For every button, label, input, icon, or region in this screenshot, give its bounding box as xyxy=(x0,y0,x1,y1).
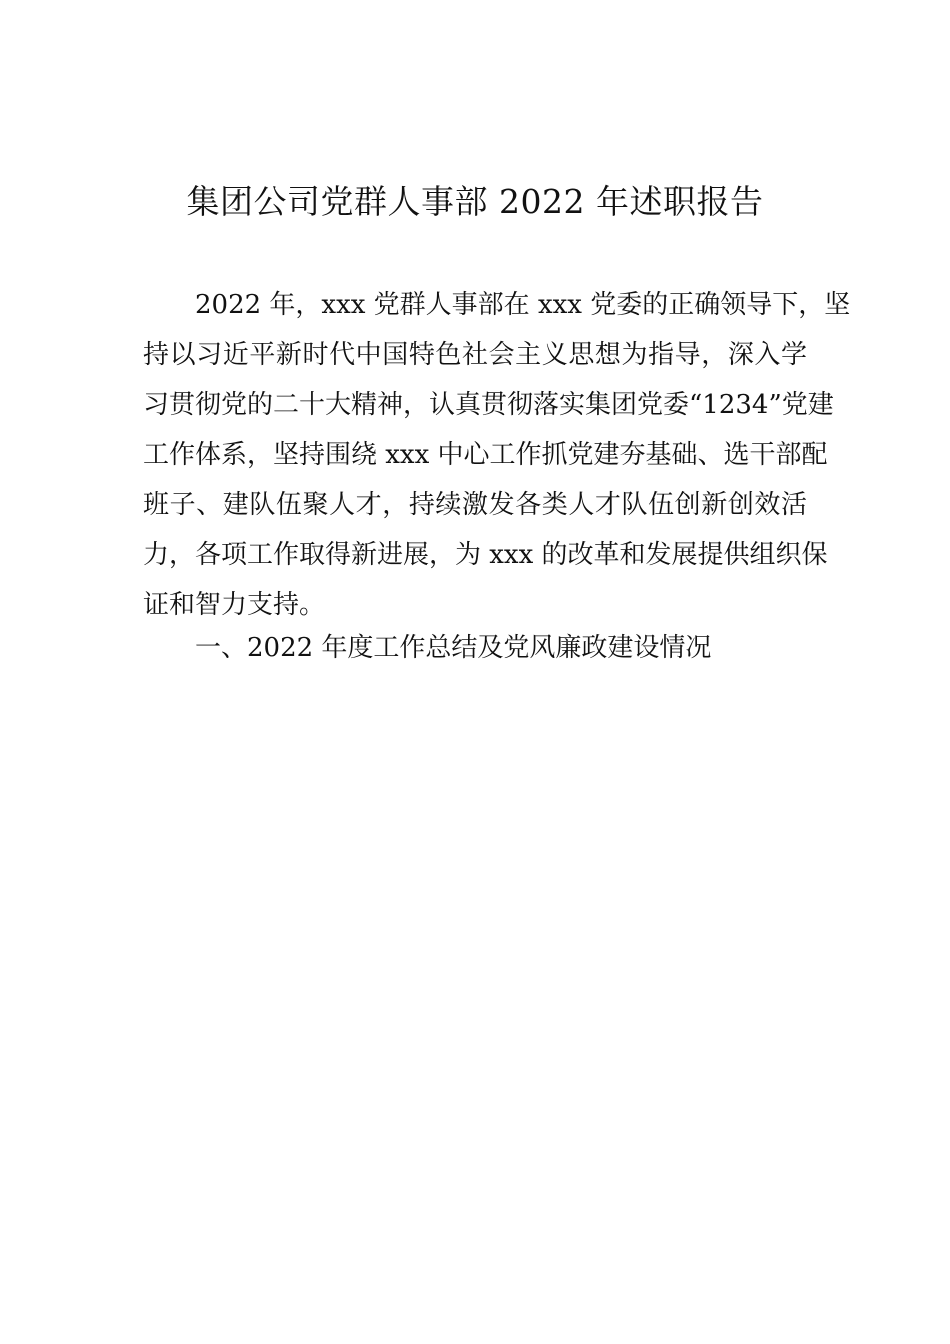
intro-line: 班子、建队伍聚人才，持续激发各类人才队伍创新创效活 xyxy=(143,490,807,520)
intro-line: 持以习近平新时代中国特色社会主义思想为指导，深入学 xyxy=(143,340,807,370)
intro-line: 习贯彻党的二十大精神，认真贯彻落实集团党委“1234”党建 xyxy=(143,390,834,420)
intro-line: 工作体系，坚持围绕 xxx 中心工作抓党建夯基础、选干部配 xyxy=(143,440,828,470)
intro-line: 证和智力支持。 xyxy=(143,590,326,620)
section-heading: 一、2022 年度工作总结及党风廉政建设情况 xyxy=(195,633,712,663)
intro-line: 2022 年，xxx 党群人事部在 xxx 党委的正确领导下，坚 xyxy=(195,290,851,320)
intro-line: 力，各项工作取得新进展，为 xxx 的改革和发展提供组织保 xyxy=(143,540,828,570)
document-title: 集团公司党群人事部 2022 年述职报告 xyxy=(186,182,764,221)
intro-paragraph xyxy=(143,280,851,630)
